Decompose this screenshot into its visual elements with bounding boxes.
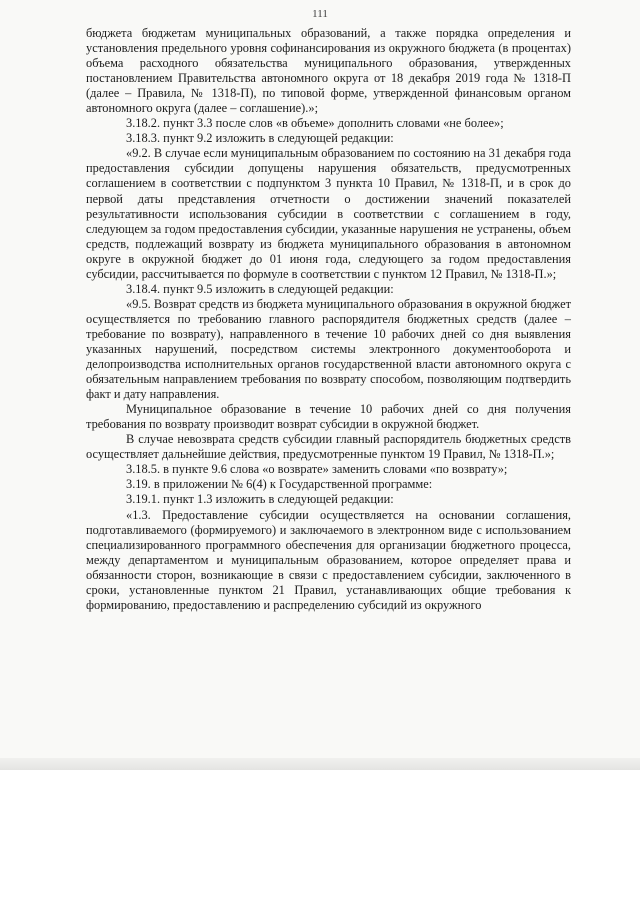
paragraph-1-3: «1.3. Предоставление субсидии осуществляется на основании соглашения, подготавливаемого (формируемого) и заключаемого в электронном виде с использованием специализированного программного обеспечения для организации бюджетного процесса, между департаментом и муниципальным образованием, которое определяет права и обязанности сторон, возникающие в связи с предоставлением субсидии, заключенного в сроки, установленные пунктом 21 Правил, устанавливающих общие требования к формированию, предоставлению и распределению субсидий из окружного — [86, 507, 571, 612]
paragraph-3-18-5: 3.18.5. в пункте 9.6 слова «о возврате» заменить словами «по возврату»; — [126, 462, 508, 477]
paragraph-3-18-4: 3.18.4. пункт 9.5 изложить в следующей редакции: — [126, 281, 394, 296]
paragraph-non-return: В случае невозврата средств субсидии главный распорядитель бюджетных средств осуществляет дальнейшие действия, предусмотренные пунктом 19 Правил, № 1318-П.»; — [86, 432, 571, 462]
paragraph-3-19: 3.19. в приложении № 6(4) к Государственной программе: — [126, 477, 433, 492]
paragraph-9-5: «9.5. Возврат средств из бюджета муниципального образования в окружной бюджет осуществляется по требованию главного распорядителя бюджетных средств (далее – требование по возврату), направленного в течение 10 рабочих дней со дня выявления указанных нарушений, посредством системы электронного документооборота и делопроизводства исполнительных органов государственной власти автономного округа с обязательным направлением требования по возврату способом, позволяющим подтвердить факт и дату направления. — [86, 296, 571, 402]
page-number: 111 — [312, 8, 328, 20]
paragraph-municipal-return: Муниципальное образование в течение 10 рабочих дней со дня получения требования по возврату производит возврат субсидии в окружной бюджет. — [86, 402, 571, 432]
paragraph-continuation: бюджета бюджетам муниципальных образований, а также порядка определения и установления предельного уровня софинансирования из окружного бюджета (в процентах) объема расходного обязательства муниципального образования, утвержденных постановлением Правительства автономного округа от 18 декабря 2019 года № 1318-П (далее – Правила, № 1318-П), по типовой форме, утвержденной финансовым органом автономного округа (далее – соглашение).»; — [86, 26, 571, 116]
scan-bottom-edge — [0, 758, 640, 770]
paragraph-3-18-3: 3.18.3. пункт 9.2 изложить в следующей редакции: — [126, 131, 394, 146]
paragraph-3-18-2: 3.18.2. пункт 3.3 после слов «в объеме» дополнить словами «не более»; — [126, 116, 504, 131]
paragraph-9-2: «9.2. В случае если муниципальным образованием по состоянию на 31 декабря года предоставления субсидии допущены нарушения обязательств, предусмотренных соглашением в соответствии с подпунктом 3 пункта 10 Правил, № 1318-П, и в срок до первой даты представления отчетности о достижении значений показателей результативности использования субсидии в соответствии с соглашением в году, следующем за годом предоставления субсидии, указанные нарушения не устранены, объем средств, подлежащий возврату из бюджета муниципального образования в автономном округе в окружной бюджет до 01 июня года, следующего за годом предоставления субсидии, рассчитывается по формуле в соответствии с пунктом 12 Правил, № 1318-П.»; — [86, 146, 571, 281]
document-body — [86, 26, 571, 613]
paragraph-3-19-1: 3.19.1. пункт 1.3 изложить в следующей редакции: — [126, 492, 394, 507]
